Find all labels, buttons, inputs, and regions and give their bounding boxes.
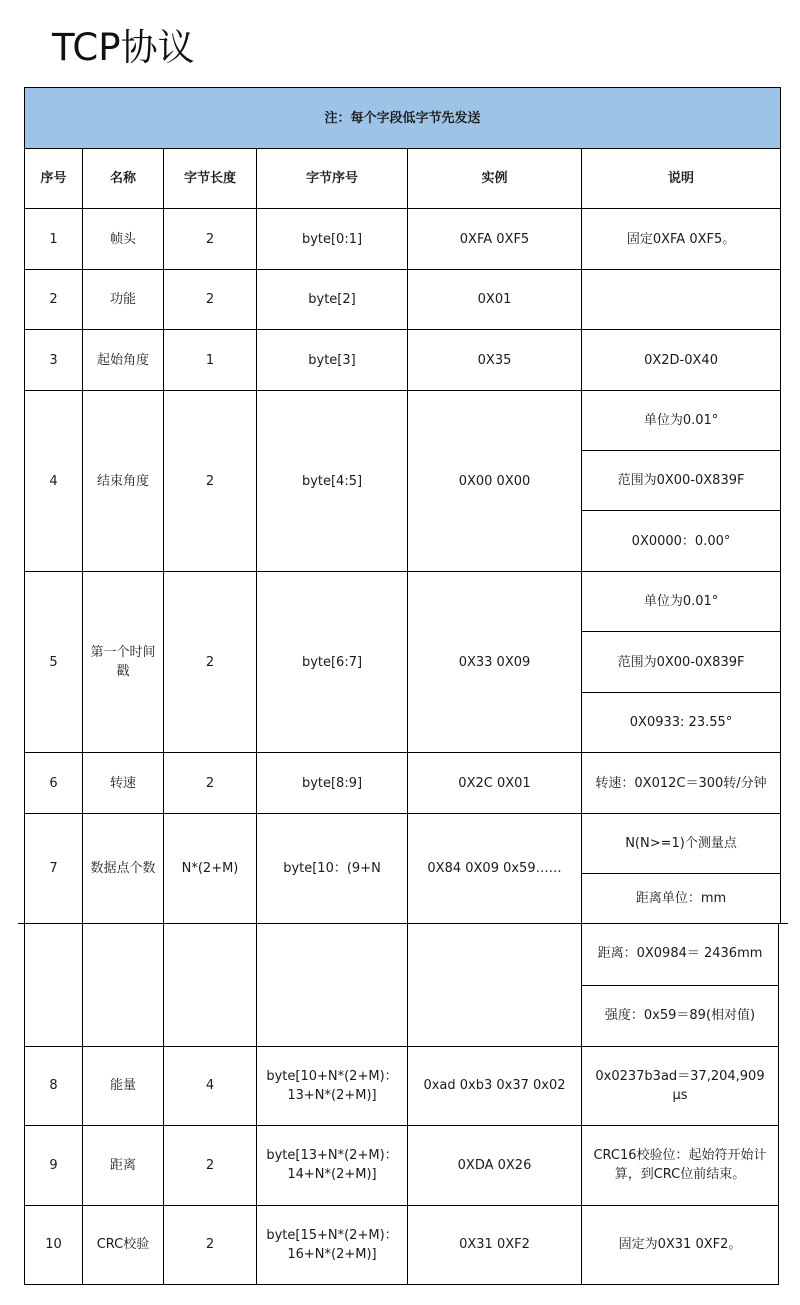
cell-byte-index: byte[3] [257, 330, 408, 391]
cell-description: 固定为0X31 0XF2。 [582, 1205, 779, 1284]
cell-no: 2 [25, 270, 83, 330]
cell-example: 0X00 0X00 [408, 391, 582, 572]
cell-length: 2 [164, 1125, 257, 1205]
cell-description: CRC16校验位：起始符开始计算，到CRC位前结束。 [582, 1125, 779, 1205]
cell-byte-index: byte[2] [257, 270, 408, 330]
cell-description: 单位为0.01° [582, 391, 781, 451]
table-row [25, 330, 781, 391]
cell-no: 5 [25, 572, 83, 753]
cell-byte-index: byte[8:9] [257, 753, 408, 814]
cell-description: 单位为0.01° [582, 572, 781, 632]
cell-length: 1 [164, 330, 257, 391]
header-name: 名称 [83, 149, 164, 209]
cell-example: 0X01 [408, 270, 582, 330]
cell-length: 2 [164, 1205, 257, 1284]
cell-example: 0X2C 0X01 [408, 753, 582, 814]
cell-no: 9 [25, 1125, 83, 1205]
cell-length: 2 [164, 209, 257, 270]
cell-length: 2 [164, 270, 257, 330]
cell-name [83, 923, 164, 1046]
cell-length: 2 [164, 391, 257, 572]
cell-description: 0X2D-0X40 [582, 330, 781, 391]
cell-byte-index [257, 923, 408, 1046]
header-no: 序号 [25, 149, 83, 209]
cell-description: 0X0000：0.00° [582, 511, 781, 572]
table-row [25, 1046, 779, 1125]
cell-byte-index: byte[13+N*(2+M)：14+N*(2+M)] [257, 1125, 408, 1205]
cell-description: 距离：0X0984＝ 2436mm [582, 923, 779, 985]
cell-example: 0xad 0xb3 0x37 0x02 [408, 1046, 582, 1125]
cell-no: 8 [25, 1046, 83, 1125]
cell-no: 1 [25, 209, 83, 270]
cell-byte-index: byte[0:1] [257, 209, 408, 270]
cell-description [582, 270, 781, 330]
cell-example: 0X84 0X09 0x59…… [408, 814, 582, 924]
cell-description: 距离单位：mm [582, 874, 781, 924]
cell-example: 0X31 0XF2 [408, 1205, 582, 1284]
cell-name: 功能 [83, 270, 164, 330]
cell-name: 结束角度 [83, 391, 164, 572]
cell-length: N*(2+M) [164, 814, 257, 924]
table-row [25, 391, 781, 451]
cell-name: 帧头 [83, 209, 164, 270]
cell-byte-index: byte[15+N*(2+M)：16+N*(2+M)] [257, 1205, 408, 1284]
cell-name: 第一个时间戳 [83, 572, 164, 753]
cell-no [25, 923, 83, 1046]
cell-length: 2 [164, 753, 257, 814]
cell-length: 4 [164, 1046, 257, 1125]
cell-byte-index: byte[10：(9+N [257, 814, 408, 924]
cell-no: 10 [25, 1205, 83, 1284]
cell-name: 转速 [83, 753, 164, 814]
cell-description: 强度：0x59＝89(相对值) [582, 985, 779, 1046]
table-note: 注：每个字段低字节先发送 [25, 88, 781, 149]
cell-name: 能量 [83, 1046, 164, 1125]
cell-example [408, 923, 582, 1046]
cell-byte-index: byte[10+N*(2+M)：13+N*(2+M)] [257, 1046, 408, 1125]
protocol-table-continued [24, 923, 779, 1285]
table-row [25, 572, 781, 632]
cell-byte-index: byte[4:5] [257, 391, 408, 572]
cell-example: 0XFA 0XF5 [408, 209, 582, 270]
cell-no: 7 [25, 814, 83, 924]
cell-description: 范围为0X00-0X839F [582, 632, 781, 693]
cell-length: 2 [164, 572, 257, 753]
cell-name: 数据点个数 [83, 814, 164, 924]
cell-example: 0X33 0X09 [408, 572, 582, 753]
cell-description: 转速：0X012C＝300转/分钟 [582, 753, 781, 814]
table-header-row [25, 149, 781, 209]
header-byte-index: 字节序号 [257, 149, 408, 209]
header-length: 字节长度 [164, 149, 257, 209]
cell-description: 0x0237b3ad＝37,204,909 μs [582, 1046, 779, 1125]
table-row [25, 209, 781, 270]
cell-no: 4 [25, 391, 83, 572]
cell-example: 0XDA 0X26 [408, 1125, 582, 1205]
cell-length [164, 923, 257, 1046]
cell-description: 范围为0X00-0X839F [582, 451, 781, 511]
header-description: 说明 [582, 149, 781, 209]
table-row [25, 1125, 779, 1205]
cell-no: 3 [25, 330, 83, 391]
protocol-table [24, 87, 781, 924]
table-row [25, 270, 781, 330]
cell-name: CRC校验 [83, 1205, 164, 1284]
table-row [25, 1205, 779, 1284]
cell-name: 起始角度 [83, 330, 164, 391]
cell-no: 6 [25, 753, 83, 814]
page-title: TCP协议 [52, 26, 195, 69]
cell-description: 固定0XFA 0XF5。 [582, 209, 781, 270]
cell-description: 0X0933: 23.55° [582, 693, 781, 753]
table-subrow [25, 923, 779, 985]
cell-name: 距离 [83, 1125, 164, 1205]
table-row [25, 814, 781, 874]
cell-description: N(N>=1)个测量点 [582, 814, 781, 874]
header-example: 实例 [408, 149, 582, 209]
cell-byte-index: byte[6:7] [257, 572, 408, 753]
cell-example: 0X35 [408, 330, 582, 391]
table-row [25, 753, 781, 814]
